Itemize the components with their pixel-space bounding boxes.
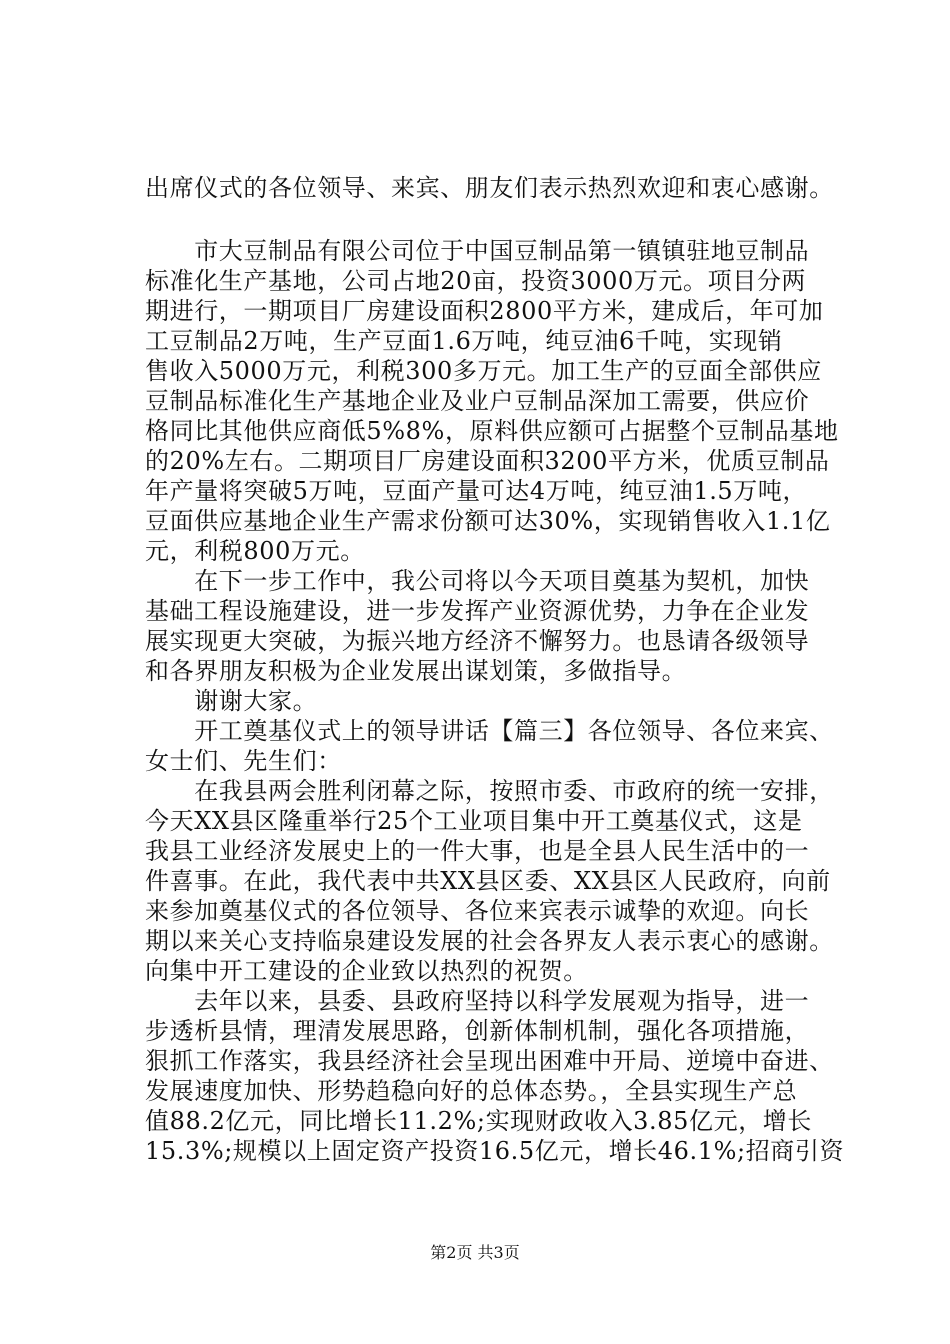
page-footer: 第2页 共3页	[430, 1243, 520, 1262]
text-line: 期进行，一期项目厂房建设面积2800平方米，建成后，年可加	[145, 297, 824, 325]
text-line: 工豆制品2万吨，生产豆面1.6万吨，纯豆油6千吨，实现销	[145, 327, 783, 355]
text-line: 狠抓工作落实，我县经济社会呈现出困难中开局、逆境中奋进、	[145, 1047, 834, 1075]
text-line: 和各界朋友积极为企业发展出谋划策，多做指导。	[145, 657, 687, 685]
text-line: 元，利税800万元。	[145, 537, 365, 565]
text-line: 展实现更大突破，为振兴地方经济不懈努力。也恳请各级领导	[145, 627, 810, 655]
text-line: 件喜事。在此，我代表中共XX县区委、XX县区人民政府，向前	[145, 867, 831, 895]
text-line: 出席仪式的各位领导、来宾、朋友们表示热烈欢迎和衷心感谢。	[145, 174, 834, 202]
text-line: 在我县两会胜利闭幕之际，按照市委、市政府的统一安排，	[145, 777, 834, 805]
text-line: 年产量将突破5万吨，豆面产量可达4万吨，纯豆油1.5万吨，	[145, 477, 808, 505]
text-line: 基础工程设施建设，进一步发挥产业资源优势，力争在企业发	[145, 597, 810, 625]
text-line: 我县工业经济发展史上的一件大事，也是全县人民生活中的一	[145, 837, 810, 865]
text-line: 标准化生产基地，公司占地20亩，投资3000万元。项目分两	[145, 267, 807, 295]
text-line: 发展速度加快、形势趋稳向好的总体态势。，全县实现生产总	[145, 1077, 798, 1105]
text-line: 市大豆制品有限公司位于中国豆制品第一镇镇驻地豆制品	[145, 237, 810, 265]
text-line: 开工奠基仪式上的领导讲话【篇三】各位领导、各位来宾、	[145, 717, 834, 745]
text-line: 女士们、先生们：	[145, 747, 342, 775]
text-line: 格同比其他供应商低5%8%，原料供应额可占据整个豆制品基地	[145, 417, 839, 445]
text-line: 在下一步工作中，我公司将以今天项目奠基为契机，加快	[145, 567, 810, 595]
text-line: 来参加奠基仪式的各位领导、各位来宾表示诚挚的欢迎。向长	[145, 897, 810, 925]
text-line: 豆制品标准化生产基地企业及业户豆制品深加工需要，供应价	[145, 387, 810, 415]
text-line: 15.3%;规模以上固定资产投资16.5亿元，增长46.1%;招商引资	[145, 1137, 845, 1165]
text-line: 豆面供应基地企业生产需求份额可达30%，实现销售收入1.1亿	[145, 507, 831, 535]
text-line: 的20%左右。二期项目厂房建设面积3200平方米，优质豆制品	[145, 447, 830, 475]
text-line: 步透析县情，理清发展思路，创新体制机制，强化各项措施，	[145, 1017, 810, 1045]
text-line: 售收入5000万元，利税300多万元。加工生产的豆面全部供应	[145, 357, 822, 385]
text-line: 向集中开工建设的企业致以热烈的祝贺。	[145, 957, 588, 985]
text-line: 期以来关心支持临泉建设发展的社会各界友人表示衷心的感谢。	[145, 927, 834, 955]
text-line: 谢谢大家。	[145, 687, 318, 715]
text-line: 今天XX县区隆重举行25个工业项目集中开工奠基仪式，这是	[145, 807, 803, 835]
text-line: 值88.2亿元，同比增长11.2%;实现财政收入3.85亿元，增长	[145, 1107, 813, 1135]
text-line: 去年以来，县委、县政府坚持以科学发展观为指导，进一	[145, 987, 810, 1015]
